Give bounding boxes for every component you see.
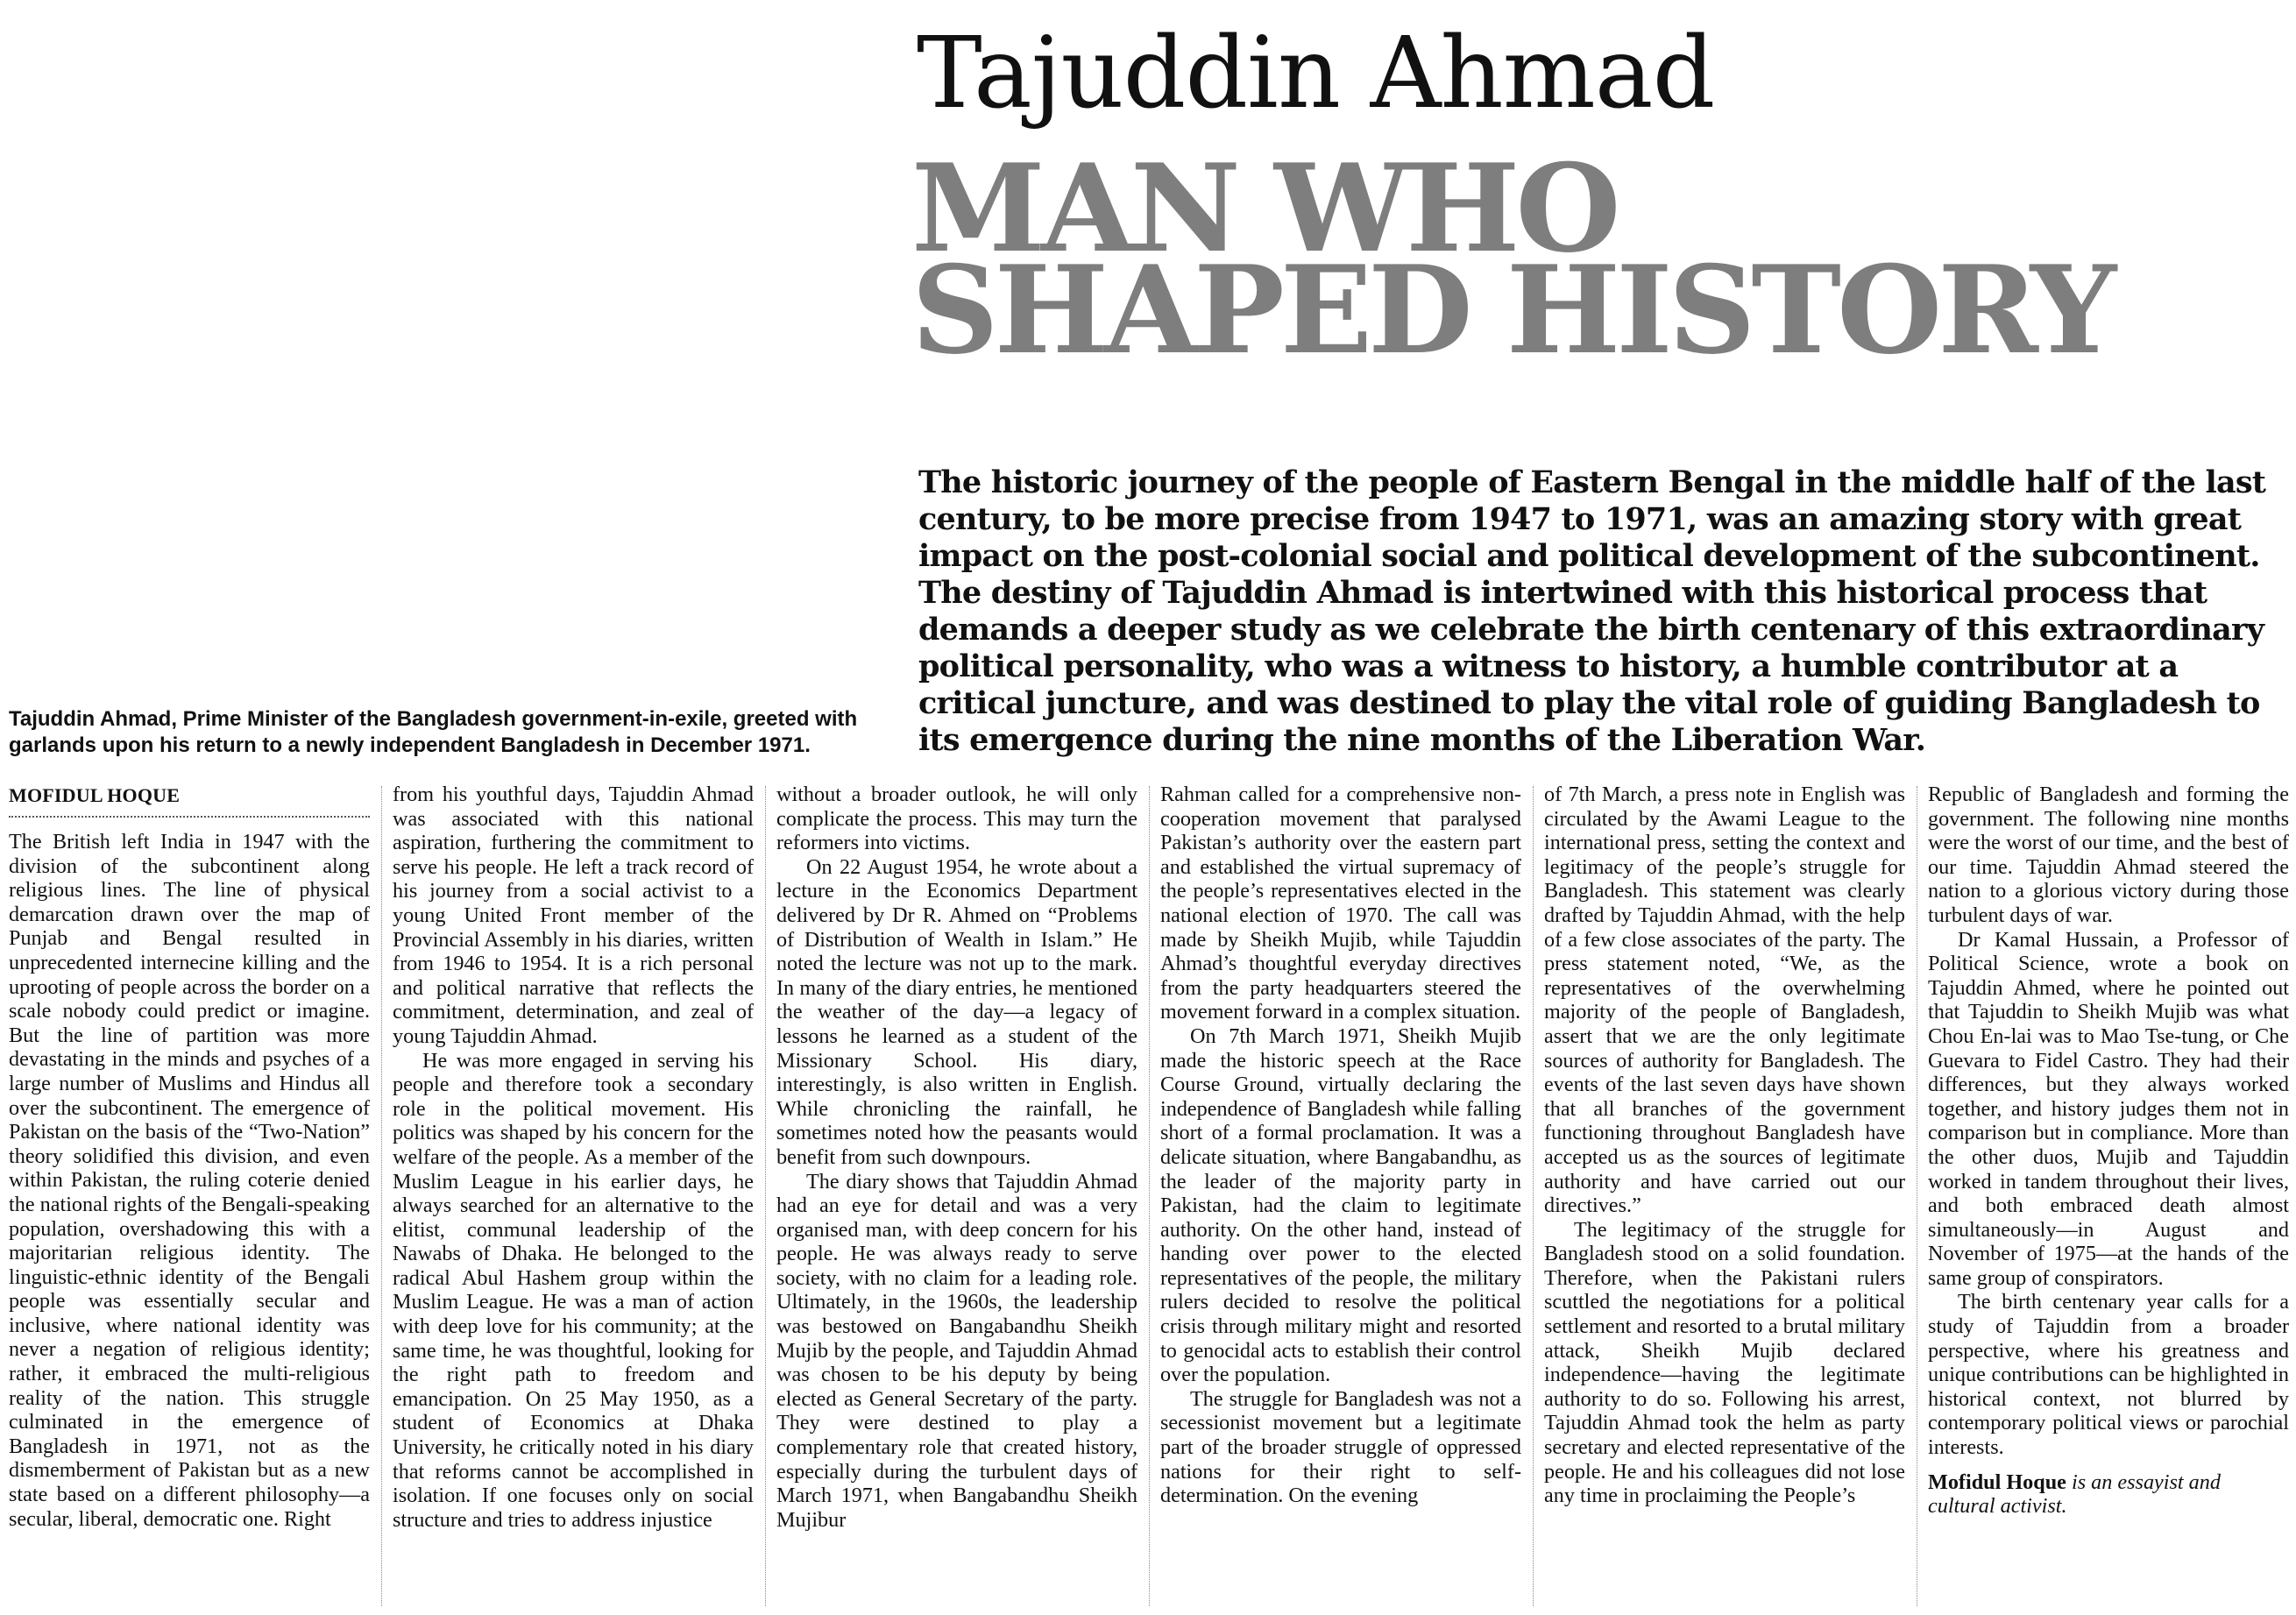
column-divider [381,786,382,1606]
headline-line-2: SHAPED HISTORY [911,238,2113,381]
author-name: Mofidul Hoque [1928,1470,2066,1494]
paragraph: The birth centenary year calls for a study of Tajuddin from a broader perspective, where his greatness and unique contributions can be highlighted in historical context, not blurred by contemporary political views or parochial interests. [1928,1290,2289,1460]
byline: MOFIDUL HOQUE [9,783,370,818]
author-description: is an essayist and cultural activist. [1928,1470,2221,1519]
kicker-title: Tajuddin Ahmad [917,17,1715,131]
column-divider [765,786,766,1606]
paragraph: Dr Kamal Hussain, a Professor of Political Science, wrote a book on Tajuddin Ahmed, where he pointed out that Tajuddin to Sheikh Mujib was what Chou En-lai was to Mao Tse-tung, or Che Guevara to Fidel Castro. They had their differences, but they always worked together, and history judges them not in comparison but in compliance. More than the other duos, Mujib and Tajuddin worked in tandem throughout their lives, and both embraced death almost simultaneously—in August and November of 1975—at the hands of the same group of conspirators. [1928,927,2289,1290]
column-divider [1149,786,1150,1606]
paragraph: The struggle for Bangladesh was not a secessionist movement but a legitimate part of the broader struggle of oppressed nations for their right to self-determination. On the evening [1160,1386,1521,1508]
headline [911,137,2113,381]
paragraph: The diary shows that Tajuddin Ahmad had an eye for detail and was a very organised man, with deep concern for his people. He was always ready to serve society, with no claim for a leading role. Ultimately, in the 1960s, the leadership was bestowed on Bangabandhu Sheikh Mujib by the people, and Tajuddin Ahmad was chosen to be his deputy by being elected as General Secretary of the party. They were destined to play a complementary role that created history, especially during the turbulent days of March 1971, when Bangabandhu Sheikh Mujibur [776,1169,1137,1532]
article-column-3 [776,783,1137,1611]
article-column-4 [1160,783,1521,1611]
author-bio [1928,1470,2289,1519]
standfirst: The historic journey of the people of Eastern Bengal in the middle half of the last century, to be more precise from 1947 to 1971, was an amazing story with great impact on the post-colonial social and political development of the subcontinent. The destiny of Tajuddin Ahmad is intertwined with this historical process that demands a deeper study as we celebrate the birth centenary of this extraordinary political personality, who was a witness to history, a humble contributor at a critical juncture, and was destined to play the vital role of guiding Bangladesh to its emergence during the nine months of the Liberation War. [918,464,2266,758]
paragraph: Rahman called for a comprehensive non-cooperation movement that paralysed Pakistan’s authority over the eastern part and established the virtual supremacy of the people’s representatives elected in the national election of 1970. The call was made by Sheikh Mujib, while Tajuddin Ahmad’s thoughtful everyday directives from the party headquarters steered the movement forward in a complex situation. [1160,783,1521,1024]
paragraph: On 22 August 1954, he wrote about a lecture in the Economics Department delivered by Dr R. Ahmed on “Problems of Distribution of Wealth in Islam.” He noted the lecture was not up to the mark. In many of the diary entries, he mentioned the weather of the day—a legacy of lessons he learned as a student of the Missionary School. His diary, interestingly, is also written in English. While chronicling the rainfall, he sometimes noted how the peasants would benefit from such downpours. [776,854,1137,1169]
headline-line-1: MAN WHO [911,137,1617,280]
article-column-1 [9,783,370,1611]
paragraph: Republic of Bangladesh and forming the government. The following nine months were the worst of our time, and the best of our time. Tajuddin Ahmad steered the nation to a glorious victory during those turbulent days of war. [1928,783,2289,927]
article-column-2 [393,783,754,1611]
photo-caption: Tajuddin Ahmad, Prime Minister of the Bangladesh government-in-exile, greeted with garlands upon his return to a newly independent Bangladesh in December 1971. [9,707,858,757]
paragraph: of 7th March, a press note in English was circulated by the Awami League to the international press, setting the context and legitimacy of the people’s struggle for Bangladesh. This statement was clearly drafted by Tajuddin Ahmad, with the help of a few close associates of the party. The press statement noted, “We, as the representatives of the overwhelming majority of the people of Bangladesh, assert that we are the only legitimate sources of authority for Bangladesh. The events of the last seven days have shown that all branches of the government functioning throughout Bangladesh have accepted us as the sources of legitimate authority and have carried out our directives.” [1544,783,1905,1218]
article-column-6 [1928,783,2289,1611]
paragraph: The British left India in 1947 with the division of the subcontinent along religious lines. The line of physical demarcation drawn over the map of Punjab and Bengal resulted in unprecedented internecine killing and the uprooting of people across the border on a scale nobody could predict or imagine. But the line of partition was more devastating in the minds and psyches of a large number of Muslims and Hindus all over the subcontinent. The emergence of Pakistan on the basis of the “Two-Nation” theory solidified this division, and even within Pakistan, the ruling coterie denied the national rights of the Bengali-speaking population, overshadowing this with a majoritarian religious identity. The linguistic-ethnic identity of the Bengali people was essentially secular and inclusive, where national identity was never a negation of religious identity; rather, it embraced the multi-religious reality of the nation. This struggle culminated in the emergence of Bangladesh in 1971, not as the dismemberment of Pakistan but as a new state based on a different philosophy—a secular, liberal, democratic one. Right [9,830,370,1531]
paragraph: without a broader outlook, he will only complicate the process. This may turn the reformers into victims. [776,783,1137,855]
paragraph: On 7th March 1971, Sheikh Mujib made the historic speech at the Race Course Ground, virtually declaring the independence of Bangladesh while falling short of a formal proclamation. It was a delicate situation, where Bangabandhu, as the leader of the majority party in Pakistan, had the claim to legitimate authority. On the other hand, instead of handing over power to the elected representatives of the people, the military rulers decided to resolve the political crisis through military might and resorted to genocidal acts to establish their control over the population. [1160,1024,1521,1387]
paragraph: The legitimacy of the struggle for Bangladesh stood on a solid foundation. Therefore, when the Pakistani rulers scuttled the negotiations for a political settlement and resorted to a brutal military attack, Sheikh Mujib declared independence—having the legitimate authority to do so. Following his arrest, Tajuddin Ahmad took the helm as party secretary and elected representative of the people. He and his colleagues did not lose any time in proclaiming the People’s [1544,1217,1905,1508]
article-column-5 [1544,783,1905,1611]
paragraph: He was more engaged in serving his people and therefore took a secondary role in the political movement. His politics was shaped by his concern for the welfare of the people. As a member of the Muslim League in his earlier days, he always searched for an alternative to the elitist, communal leadership of the Nawabs of Dhaka. He belonged to the radical Abul Hashem group within the Muslim League. He was a man of action with deep love for his community; at the same time, he was thoughtful, looking for the right path to freedom and emancipation. On 25 May 1950, as a student of Economics at Dhaka University, he critically noted in his diary that reforms cannot be accomplished in isolation. If one focuses only on social structure and tries to address injustice [393,1048,754,1532]
paragraph: from his youthful days, Tajuddin Ahmad was associated with this national aspiration, furthering the commitment to serve his people. He left a track record of his journey from a social activist to a young United Front member of the Provincial Assembly in his diaries, written from 1946 to 1954. It is a rich personal and political narrative that reflects the commitment, determination, and zeal of young Tajuddin Ahmad. [393,783,754,1048]
column-divider [1533,786,1534,1606]
